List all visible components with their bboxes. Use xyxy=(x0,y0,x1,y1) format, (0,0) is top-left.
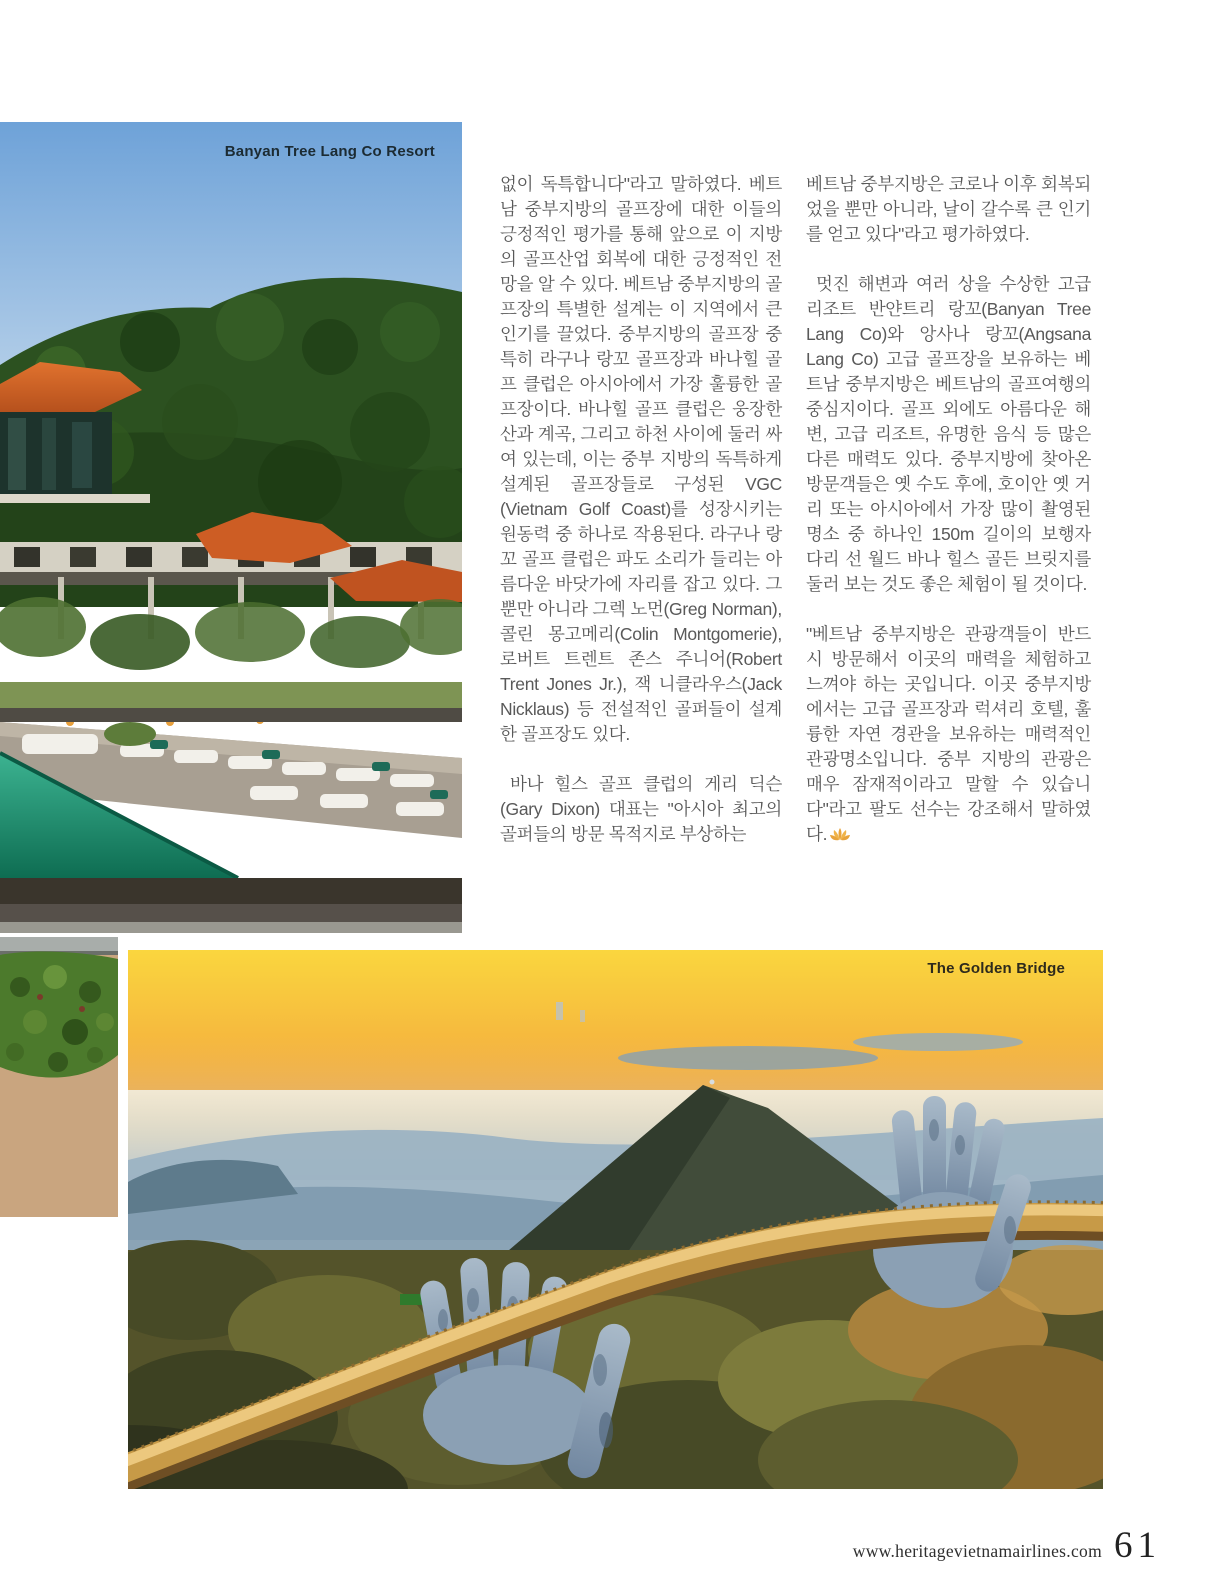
article-paragraph-last xyxy=(806,622,1091,849)
resort-gardens xyxy=(0,597,462,726)
article-paragraph-text: "베트남 중부지방은 관광객들이 반드시 방문해서 이곳의 매력을 체험하고 느껴야 하는 곳입니다. 이곳 중부지방에서는 고급 골프장과 럭셔리 호텔, 훌륭한 자연 경관을 보유하는 매력적인 관광명소입니다. 중부 지방의 관광은 매우 잠재적이라고 말할 수 있습니다"라고 팔도 선수는 강조해서 말하였다. xyxy=(806,624,1091,844)
beach-plants xyxy=(0,952,118,1078)
article-column-2 xyxy=(806,172,1091,849)
resort-photo xyxy=(0,122,462,933)
resort-photo-caption: Banyan Tree Lang Co Resort xyxy=(224,143,435,160)
article-paragraph: 베트남 중부지방은 코로나 이후 회복되었을 뿐만 아니라, 날이 갈수록 큰 인기를 얻고 있다"라고 평가하였다. xyxy=(806,174,1091,244)
article-paragraph: 없이 독특합니다"라고 말하였다. 베트남 중부지방의 골프장에 대한 이들의 긍정적인 평가를 통해 앞으로 이 지방의 골프산업 회복에 대한 긍정적인 전망을 알 수 있다. 베트남 중부지방의 골프장의 특별한 설계는 이 지역에서 큰 인기를 끌었다. 중부지방의 골프장 중 특히 라구나 랑꼬 골프장과 바나힐 골프 클럽은 아시아에서 가장 훌륭한 골프장이다. 바나힐 골프 클럽은 웅장한 산과 계곡, 그리고 하천 사이에 둘러 싸여 있는데, 이는 중부 지방의 독특하게 설계된 골프장들로 구성된 VGC (Vietnam Golf Coast)를 성장시키는 원동력 중 하나로 작용된다. 라구나 랑꼬 골프 클럽은 파도 소리가 들리는 아름다운 바닷가에 자리를 잡고 있다. 그뿐만 아니라 그렉 노먼(Greg Norman), 콜린 몽고메리(Colin Montgomerie), 로버트 트렌트 존스 주니어(Robert Trent Jones Jr.), 잭 니클라우스(Jack Nicklaus) 등 전설적인 골퍼들이 설계한 골프장도 있다. xyxy=(500,174,782,744)
beach-strip-illustration xyxy=(0,937,118,1217)
resort-foreground-wall xyxy=(0,878,462,933)
page-footer xyxy=(853,1524,1161,1567)
resort-photo-illustration xyxy=(0,122,462,933)
page-number: 61 xyxy=(1114,1525,1161,1566)
golden-bridge-photo xyxy=(128,950,1103,1489)
resort-pool-deck xyxy=(0,722,462,878)
pavement xyxy=(0,937,118,951)
bridge-photo-caption: The Golden Bridge xyxy=(927,960,1065,977)
article-column-1 xyxy=(500,172,782,847)
article-paragraph: 멋진 해변과 여러 상을 수상한 고급 리조트 반얀트리 랑꼬(Banyan Tree Lang Co)와 앙사나 랑꼬(Angsana Lang Co) 고급 골프장을 보유하는 베트남 중부지방은 베트남의 골프여행의 중심지이다. 골프 외에도 아름다운 해변, 고급 리조트, 유명한 음식 등 많은 다른 매력도 있다. 중부지방에 찾아온 방문객들은 옛 수도 후에, 호이안 옛 거리 또는 아시아에서 가장 많이 촬영된 명소 중 하나인 150m 길이의 보행자 다리 선 월드 바나 힐스 골든 브릿지를 둘러 보는 것도 좋은 체험이 될 것이다. xyxy=(806,274,1091,594)
golden-bridge-illustration xyxy=(128,950,1103,1489)
article-paragraph: 바나 힐스 골프 클럽의 게리 딕슨 (Gary Dixon) 대표는 "아시아 최고의 골퍼들의 방문 목적지로 부상하는 xyxy=(500,774,782,844)
beach-strip-photo xyxy=(0,937,118,1217)
footer-website-url: www.heritagevietnamairlines.com xyxy=(852,1541,1102,1561)
lotus-icon xyxy=(830,824,850,849)
